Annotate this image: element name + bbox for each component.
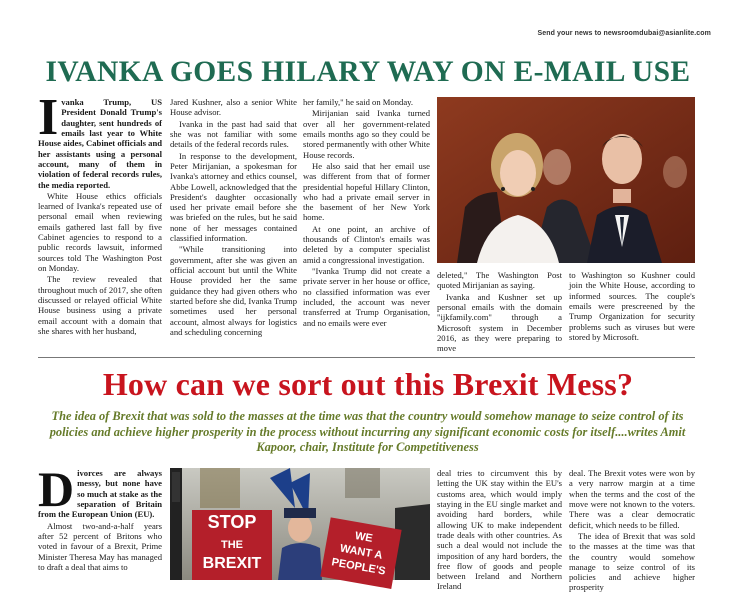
dropcap: D <box>38 461 75 517</box>
paragraph: The review revealed that throughout much of 2017, she often discussed or relayed official White House business using a private email account with a domain that she shares with her husband, <box>38 274 162 336</box>
photo-illustration <box>170 468 430 580</box>
paragraph: deleted," The Washington Post quoted Mirijanian as saying. <box>437 270 562 291</box>
photo-ivanka-kushner <box>437 97 695 263</box>
contact-line: Send your news to newsroomdubai@asianlite.com <box>537 30 711 37</box>
story2-column-1 <box>38 461 162 580</box>
story2-column-3 <box>437 468 562 592</box>
protest-sign-text: STOP <box>207 512 257 532</box>
dropcap: I <box>38 89 59 146</box>
story2-column-4 <box>569 468 695 593</box>
story1-column-5 <box>569 270 695 350</box>
paragraph: The idea of Brexit that was sold to the masses at the time was that the country would somehow manage to seize control of its policies and achieve higher prosperity <box>569 530 695 593</box>
story1-column-4 <box>437 270 562 354</box>
paragraph: He also said that her email use was different from that of former presidential hopeful Hillary Clinton, who had a private email server in the basement of her New York home. <box>303 160 430 223</box>
section-divider <box>38 357 695 358</box>
lead-paragraph: ivorces are always messy, but none have so much at stake as the separation of Britain from the European Union (EU). <box>38 468 162 520</box>
protest-sign-text: PEOPLE'S <box>330 556 387 578</box>
story2-headline: How can we sort out this Brexit Mess? <box>102 366 634 402</box>
paragraph: Jared Kushner, also a senior White House advisor. <box>170 97 297 118</box>
paragraph: In response to the development, Peter Mirijanian, a spokesman for Ivanka's attorney and ethics counsel, Abbe Lowell, acknowledged that the President's daughter occasionally used her private email before she was briefed on the rules, but he said none of her messages contained classified information. <box>170 150 297 244</box>
paragraph: to Washington so Kushner could join the White House, according to informed sources. The couple's emails were prescreened by the Trump Organization for security problems such as viruses but were stored by Microsoft. <box>569 270 695 342</box>
paragraph: White House ethics officials learned of Ivanka's repeated use of personal email when reviewing emails gathered last fall by five Cabinet agencies to respond to a public records lawsuit, informed sources told The Washington Post on Monday. <box>38 190 162 273</box>
protest-sign-text: THE <box>221 539 243 551</box>
paragraph: her family," he said on Monday. <box>303 97 414 107</box>
protest-sign-text: WANT A <box>338 542 384 562</box>
story1-headline: IVANKA GOES HILARY WAY ON E-MAIL USE <box>45 56 691 88</box>
photo-illustration <box>437 97 695 263</box>
paragraph: deal tries to circumvent this by letting the UK stay within the EU's customs area, which would imply staying in the EU single market and avoiding hard borders, while allowing UK to make independent trade deals with other countries. As such a deal would not include the imposition of any hard borders, the free flow of goods and people between Ireland and Northern Ireland <box>437 468 562 592</box>
paragraph: At one point, an archive of thousands of Clinton's emails was deleted by a computer specialist amid a congressional investigation. <box>303 223 430 265</box>
story2-deck: The idea of Brexit that was sold to the masses at the time was that the country would somehow manage to seize control of its policies and achieve higher prosperity in the process without incurring any significant economic costs for itself....writes Amit Kapoor, chair, Institute for Competitiveness <box>49 409 686 454</box>
lead-paragraph: vanka Trump, US President Donald Trump's daughter, sent hundreds of emails last year to White House aides, Cabinet officials and her assistants using a personal account, many of them in violation of federal records rules, the media reported. <box>38 97 162 190</box>
protest-sign-text: BREXIT <box>202 555 262 572</box>
story1-column-2 <box>170 97 297 345</box>
paragraph: Mirijanian said Ivanka turned over all her government-related emails months ago so they could be stored permanently with other White House records. <box>303 108 430 160</box>
story1-column-1 <box>38 89 162 345</box>
paragraph: "Ivanka Trump did not create a private server in her house or office, no classified information was ever included, the account was never transferred at Trump Organisation, and no emails were ever <box>303 266 430 328</box>
story1-column-3 <box>303 97 430 345</box>
paragraph: Ivanka in the past had said that she was not familiar with some details of the federal records rules. <box>170 118 297 150</box>
photo-brexit-protest <box>170 468 430 580</box>
paragraph: "While transitioning into government, after she was given an official account but until the White House provided her the same guidance they had given others who started before she did, Ivanka Trump sometimes used her personal account, almost always for logistics and scheduling concerning <box>170 244 297 337</box>
protest-sign-text: WE <box>353 529 374 545</box>
paragraph: Almost two-and-a-half years after 52 percent of Britons who voted in favour of a Brexit, Prime Minister Theresa May has managed to draft a deal that aims to <box>38 520 162 572</box>
paragraph: deal. The Brexit votes were won by a very narrow margin at a time when the terms and the cost of the move were not known to the voters. There was a clear democratic deficit, which needs to be filled. <box>569 468 695 530</box>
paragraph: Ivanka and Kushner set up personal emails with the domain "ijkfamily.com" through a Microsoft system in December 2016, as they were preparing to move <box>437 291 562 354</box>
